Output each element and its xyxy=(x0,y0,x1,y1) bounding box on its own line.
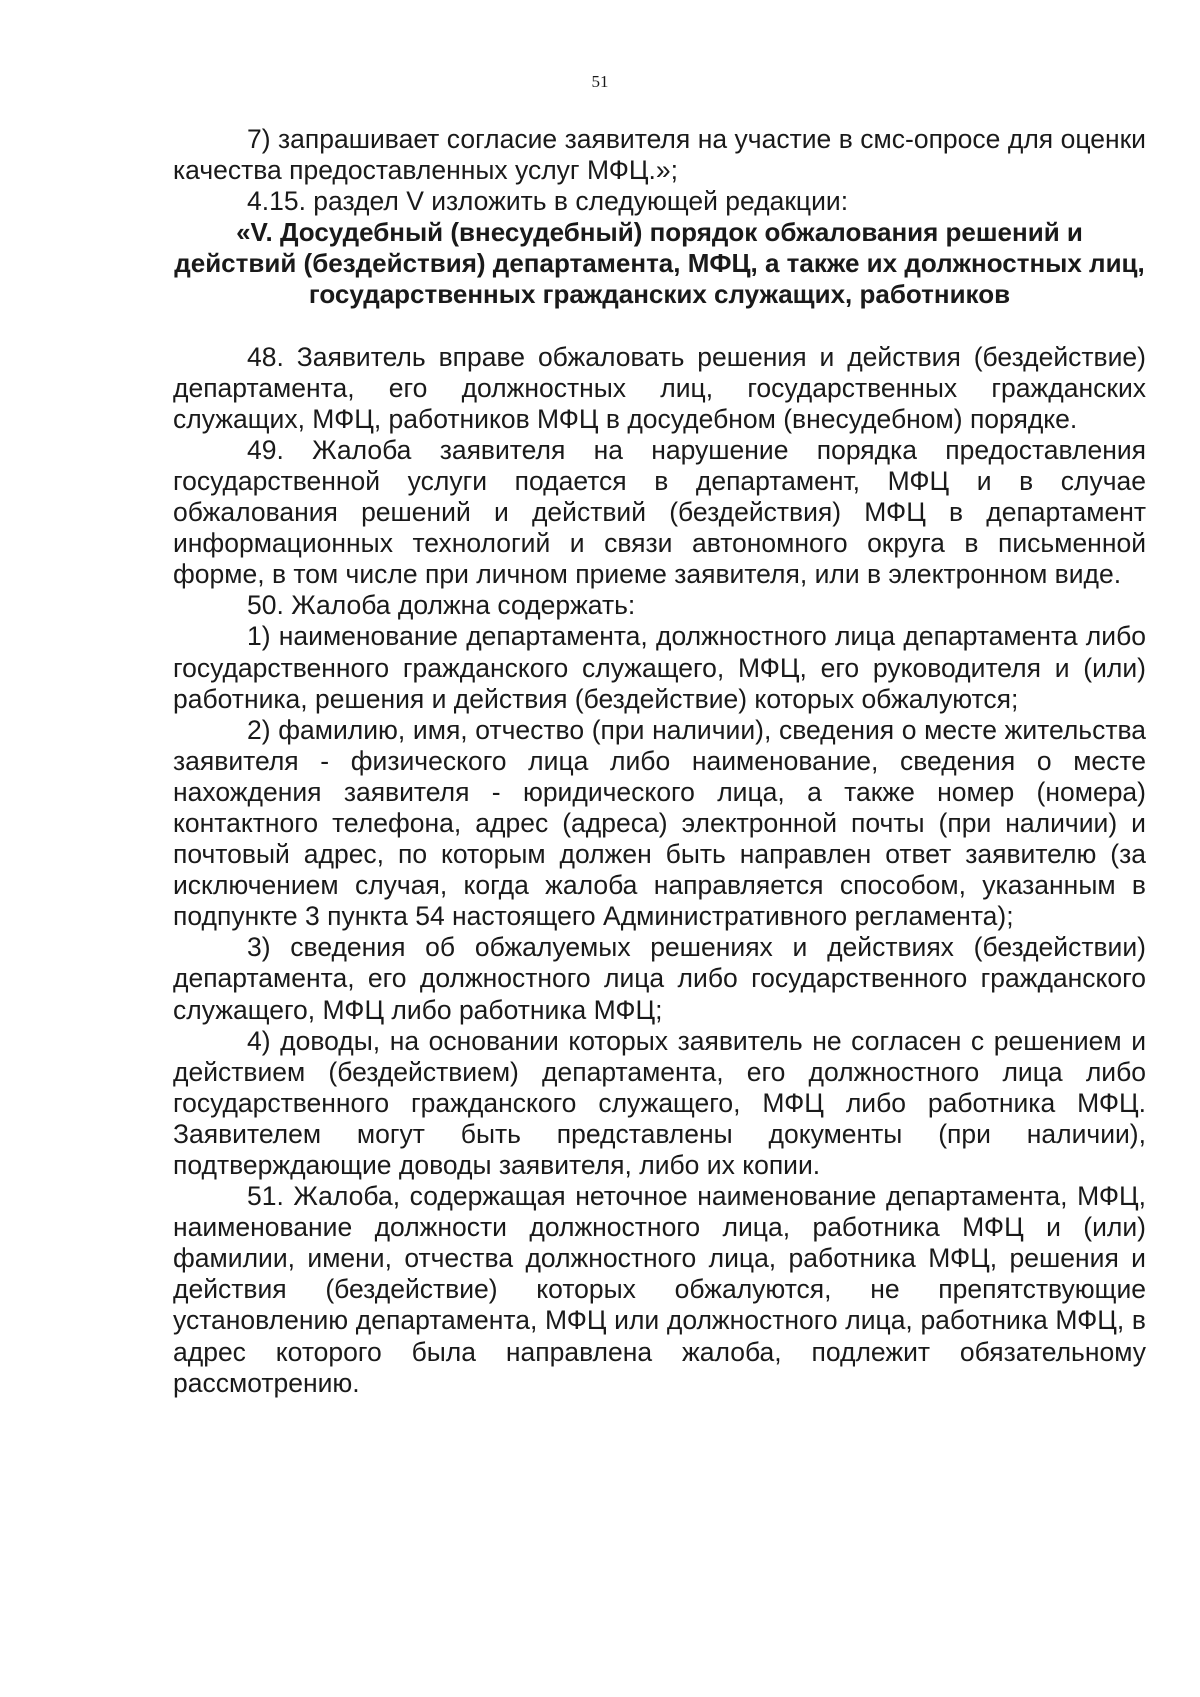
paragraph-section-v-intro: 4.15. раздел V изложить в следующей редакции: xyxy=(247,186,849,217)
paragraph-48: 48. Заявитель вправе обжаловать решения и действия (бездействие) департамента, его должностных лиц, государственных гражданских служащих, МФЦ, работников МФЦ в досудебном (внесудебном) порядке. xyxy=(173,341,1146,434)
paragraph-consent-sms: 7) запрашивает согласие заявителя на участие в смс-опросе для оценки качества предоставленных услуг МФЦ.»; xyxy=(173,124,1146,186)
page-number: 51 xyxy=(591,72,609,91)
section-heading: «V. Досудебный (внесудебный) порядок обжалования решений и действий (бездействия) департамента, МФЦ, а также их должностных лиц, государственных гражданских служащих, работников xyxy=(174,217,1145,310)
paragraph-50-item-1: 1) наименование департамента, должностного лица департамента либо государственного гражданского служащего, МФЦ, его руководителя и (или) работника, решения и действия (бездействие) которых обжалуются; xyxy=(173,621,1146,714)
paragraph-50: 50. Жалоба должна содержать: xyxy=(247,590,636,621)
document-body xyxy=(173,124,1146,1399)
paragraph-50-item-3: 3) сведения об обжалуемых решениях и действиях (бездействии) департамента, его должностного лица либо государственного гражданского служащего, МФЦ либо работника МФЦ; xyxy=(173,932,1146,1025)
paragraph-49: 49. Жалоба заявителя на нарушение порядка предоставления государственной услуги подается в департамент, МФЦ и в случае обжалования решений и действий (бездействия) МФЦ в департамент информационных технологий и связи автономного округа в письменной форме, в том числе при личном приеме заявителя, или в электронном виде. xyxy=(173,434,1146,590)
paragraph-50-item-4: 4) доводы, на основании которых заявитель не согласен с решением и действием (бездействием) департамента, его должностного лица либо государственного гражданского служащего, МФЦ либо работника МФЦ. Заявителем могут быть представлены документы (при наличии), подтверждающие доводы заявителя, либо их копии. xyxy=(173,1025,1146,1180)
paragraph-50-item-2: 2) фамилию, имя, отчество (при наличии), сведения о месте жительства заявителя - физического лица либо наименование, сведения о месте нахождения заявителя - юридического лица, а также номер (номера) контактного телефона, адрес (адреса) электронной почты (при наличии) и почтовый адрес, по которым должен быть направлен ответ заявителю (за исключением случая, когда жалоба направляется способом, указанным в подпункте 3 пункта 54 настоящего Административного регламента); xyxy=(173,714,1146,932)
paragraph-51: 51. Жалоба, содержащая неточное наименование департамента, МФЦ, наименование должности должностного лица, работника МФЦ и (или) фамилии, имени, отчества должностного лица, работника МФЦ, решения и действия (бездействие) которых обжалуются, не препятствующие установлению департамента, МФЦ или должностного лица, работника МФЦ, в адрес которого была направлена жалоба, подлежит обязательному рассмотрению. xyxy=(173,1181,1146,1398)
